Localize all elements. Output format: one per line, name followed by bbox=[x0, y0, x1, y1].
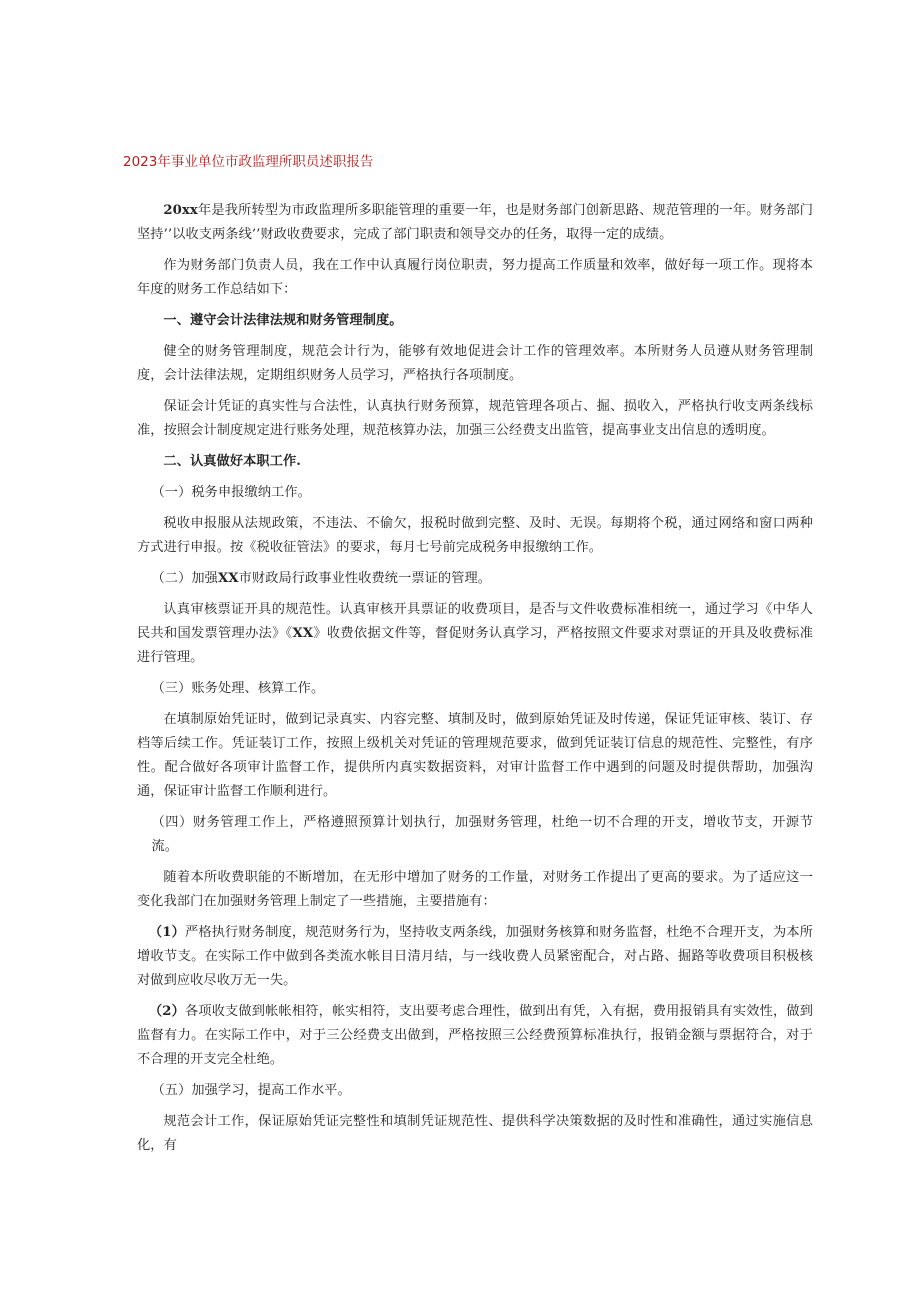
year-label: 20xx bbox=[163, 203, 198, 218]
paragraph-learning: 规范会计工作，保证原始凭证完整性和填制凭证规范性、提供科学决策数据的及时性和准确性，通过实施信息化，有 bbox=[137, 1114, 813, 1153]
item-text: 各项收支做到帐帐相符，帐实相符，支出要考虑合理性，做到出有凭，入有据，费用报销具有实效性，做到监督有力。在实际工作中，对于三公经费支出做到，严格按照三公经费预算标准执行，报销金额与票据符合，对于不合理的开支完全杜绝。 bbox=[137, 1004, 813, 1067]
item-number: （2） bbox=[148, 1004, 185, 1019]
subheading-text: （二）加强 bbox=[151, 571, 218, 586]
item-number: （1） bbox=[148, 925, 185, 940]
paragraph-receipts bbox=[137, 598, 813, 670]
paragraph-accounting: 在填制原始凭证时，做到记录真实、内容完整、填制及时，做到原始凭证及时传递，保证凭证审核、装订、存档等后续工作。凭证装订工作，按照上级机关对凭证的管理规范要求，做到凭证装订信息的规范性、完整性，有序性。配合做好各项审计监督工作，提供所内真实数据资料，对审计监督工作中遇到的问题及时提供帮助，加强沟通，保证审计监督工作顺利进行。 bbox=[137, 712, 813, 799]
heading-section-2: 二、认真做好本职工作. bbox=[163, 454, 301, 469]
measure-item-2 bbox=[137, 1000, 813, 1072]
paragraph-text: 》收费依据文件等，督促财务认真学习，严格按照文件要求对票证的开具及收费标准进行管理。 bbox=[137, 626, 813, 665]
subheading-learning: （五）加强学习，提高工作水平。 bbox=[151, 1083, 351, 1098]
placeholder-xx: XX bbox=[292, 626, 314, 641]
subheading-receipts bbox=[137, 567, 813, 591]
paragraph-text: 认真审核票证开具的规范性。认真审核开具票证的收费项目，是否与文件收费标准相统一，通过学习《中华人民共和国发票管理办法》《 bbox=[137, 602, 813, 641]
page-title: 2023年事业单位市政监理所职员述职报告 bbox=[123, 154, 374, 170]
document-body bbox=[137, 199, 813, 1158]
subheading-text: 市财政局行政事业性收费统一票证的管理。 bbox=[238, 571, 492, 586]
paragraph-voucher: 保证会计凭证的真实性与合法性，认真执行财务预算，规范管理各项占、掘、损收入，严格执行收支两条线标准，按照会计制度规定进行账务处理，规范核算办法，加强三公经费支出监管，提高事业支出信息的透明度。 bbox=[137, 399, 813, 438]
subheading-management: （四）财务管理工作上，严格遵照预算计划执行，加强财务管理，杜绝一切不合理的开支，增收节支，开源节流。 bbox=[151, 815, 813, 854]
paragraph-summary: 作为财务部门负责人员，我在工作中认真履行岗位职责，努力提高工作质量和效率，做好每一项工作。现将本年度的财务工作总结如下： bbox=[137, 258, 813, 297]
paragraph-intro bbox=[137, 199, 813, 247]
measure-item-1 bbox=[137, 921, 813, 993]
item-text: 严格执行财务制度，规范财务行为，坚持收支两条线，加强财务核算和财务监督，杜绝不合理开支，为本所增收节支。在实际工作中做到各类流水帐目日清月结，与一线收费人员紧密配合，对占路、掘路等收费项目积极核对做到应收尽收万无一失。 bbox=[137, 925, 813, 988]
subheading-tax: （一）税务申报缴纳工作。 bbox=[151, 485, 311, 500]
paragraph-text: 年是我所转型为市政监理所多职能管理的重要一年，也是财务部门创新思路、规范管理的一年。财务部门坚持’’以收支两条线’’财政收费要求，完成了部门职责和领导交办的任务，取得一定的成绩。 bbox=[137, 203, 813, 242]
paragraph-measures: 随着本所收费职能的不断增加，在无形中增加了财务的工作量，对财务工作提出了更高的要求。为了适应这一变化我部门在加强财务管理上制定了一些措施，主要措施有： bbox=[137, 870, 813, 909]
paragraph-tax: 税收申报服从法规政策，不违法、不偷欠，报税时做到完整、及时、无误。每期将个税，通过网络和窗口两种方式进行申报。按《税收征管法》的要求，每月七号前完成税务申报缴纳工作。 bbox=[137, 516, 813, 555]
subheading-accounting: （三）账务处理、核算工作。 bbox=[151, 681, 325, 696]
paragraph-financial-system: 健全的财务管理制度，规范会计行为，能够有效地促进会计工作的管理效率。本所财务人员遵从财务管理制度，会计法律法规，定期组织财务人员学习，严格执行各项制度。 bbox=[137, 344, 813, 383]
heading-section-1: 一、遵守会计法律法规和财务管理制度。 bbox=[163, 313, 403, 328]
placeholder-xx: XX bbox=[217, 571, 239, 586]
